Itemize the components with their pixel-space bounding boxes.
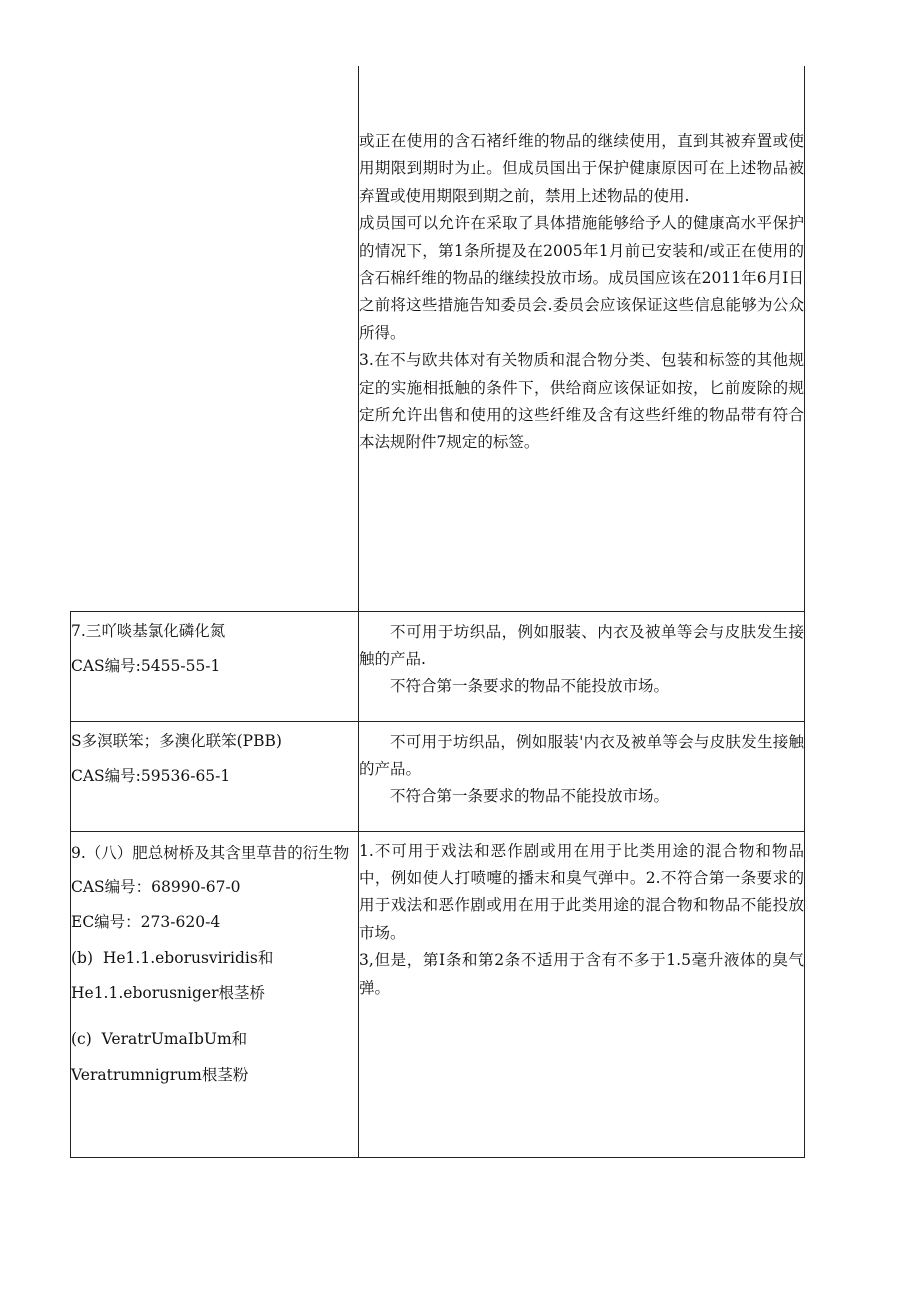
substance-item-c: (c) VeratrUmaIbUm和	[71, 1029, 248, 1048]
table-row-substance-8	[71, 721, 805, 831]
restriction-paragraph: 不符合第一条要求的物品不能投放市场。	[390, 787, 670, 806]
restriction-paragraph: 不可用于坊织品，例如服装'内衣及被单等会与皮肤发生接触的产品。	[359, 732, 804, 778]
substance-item-b-cont: He1.1.eborusniger根茎桥	[71, 984, 265, 1003]
restriction-cell	[359, 611, 805, 721]
cas-number: CAS编号:5455-55-1	[71, 656, 221, 675]
cas-number: CAS编号:59536-65-1	[71, 766, 231, 785]
substance-item-c-cont: Veratrumnigrum根茎粉	[71, 1065, 249, 1084]
restriction-cell	[359, 721, 805, 831]
restriction-paragraph: 成员国可以允许在采取了具体措施能够给予人的健康高水平保护的情况下，第1条所提及在2005年1月前已安装和/或正在使用的含石棉纤维的物品的继续投放市场。成员国应该在2011年6月I日之前将这些措施告知委员会.委员会应该保证这些信息能够为公众所得。	[359, 214, 804, 342]
restriction-cell	[359, 66, 805, 611]
restriction-paragraph: 3.在不与欧共体对有关物质和混合物分类、包装和标签的其他规定的实施相抵触的条件下，供给商应该保证如按，匕前废除的规定所允许出售和使用的这些纤维及含有这些纤维的物品带有符合本法规附件7规定的标签。	[359, 351, 804, 452]
substance-cell	[71, 831, 359, 1157]
table-row-substance-9	[71, 831, 805, 1157]
restriction-paragraph: 3,但是，第I条和第2条不适用于含有不多于1.5毫升液体的臭气弹。	[359, 951, 804, 997]
substance-item-b: (b) He1.1.eborusviridis和	[71, 948, 274, 967]
table-row-asbestos-continued	[71, 66, 805, 611]
substance-name: 9.（八）肥总树桥及其含里草昔的衍生物	[71, 843, 350, 862]
substance-cell	[71, 721, 359, 831]
cas-number: CAS编号：68990-67-0	[71, 877, 241, 896]
substance-cell	[71, 611, 359, 721]
restriction-paragraph: 或正在使用的含石褚纤维的物品的继续使用，直到其被弃置或使用期限到期时为止。但成员国出于保护健康原因可在上述物品被弃置或使用期限到期之前，禁用上述物品的使用.	[359, 132, 804, 205]
restriction-paragraph: 不符合第一条要求的物品不能投放市场。	[390, 677, 670, 696]
table-row-substance-7	[71, 611, 805, 721]
substance-cell-empty	[71, 66, 359, 611]
restriction-paragraph: 1.不可用于戏法和恶作剧或用在用于比类用途的混合物和物品中，例如使人打喷嚏的播末和臭气弹中。2.不符合第一条要求的用于戏法和恶作剧或用在用于此类用途的混合物和物品不能投放市场。	[359, 841, 804, 942]
substance-name: S多溟联笨；多澳化联笨(PBB)	[71, 731, 282, 750]
restriction-cell	[359, 831, 805, 1157]
restriction-paragraph: 不可用于坊织品，例如服装、内衣及被单等会与皮肤发生接触的产品.	[359, 622, 804, 668]
regulation-table	[70, 66, 805, 1158]
substance-name: 7.三吖啖基氯化磷化氮	[71, 621, 226, 640]
ec-number: EC编号：273-620-4	[71, 913, 221, 932]
